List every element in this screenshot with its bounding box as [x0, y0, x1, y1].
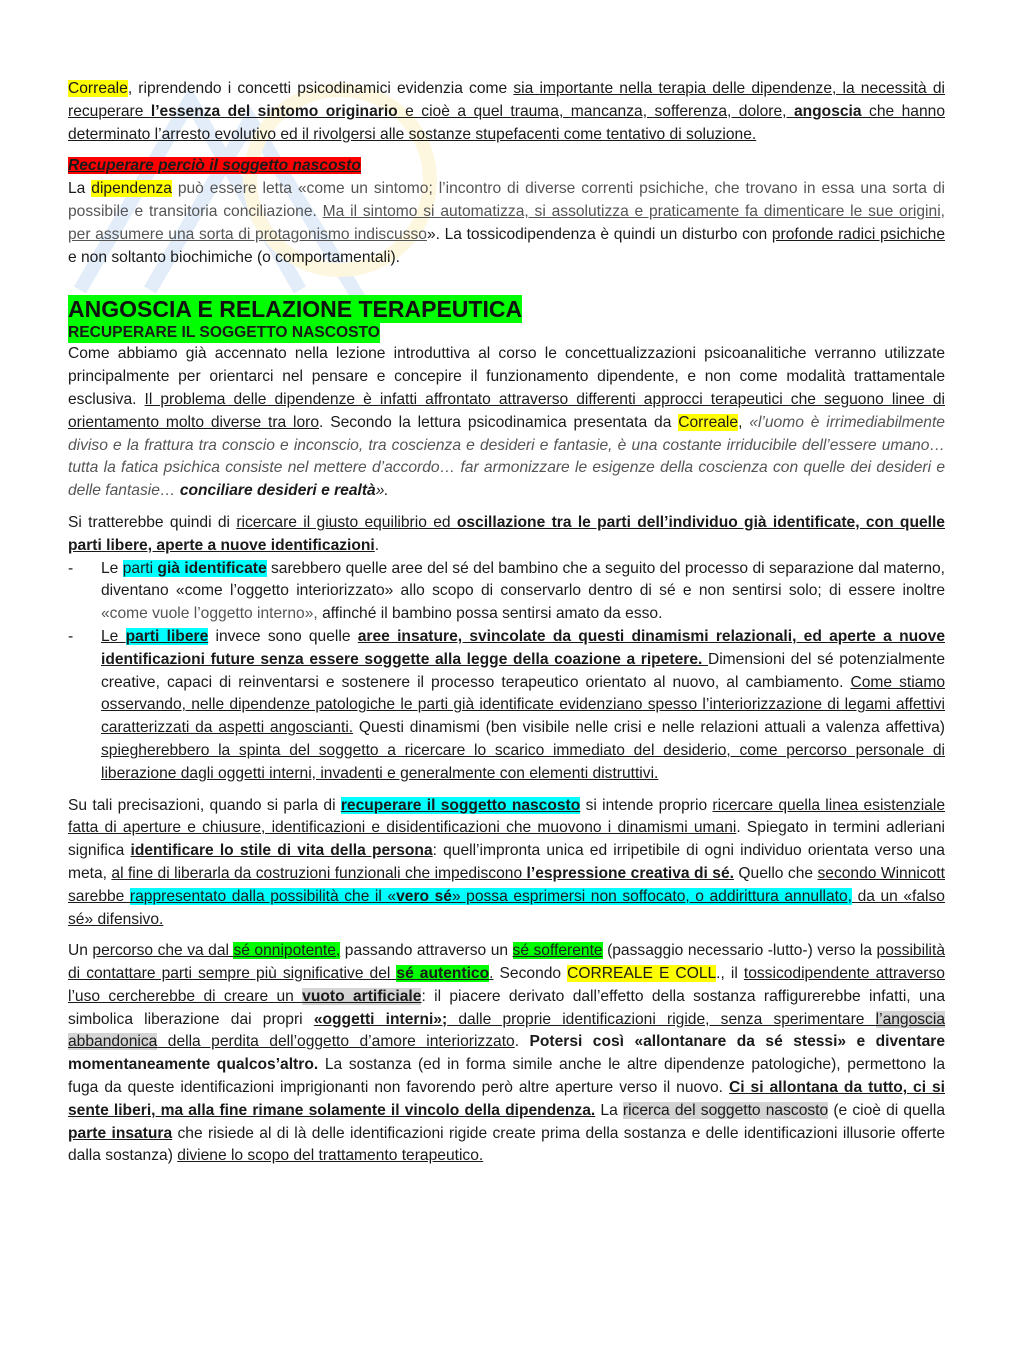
paragraph-soggetto-nascosto: Su tali precisazioni, quando si parla di recuperare il soggetto nascosto si intende proprio ricercare quella linea esistenziale fatta di aperture e chiusure, identificazioni e disidentificazioni che muovono i dinamismi umani. Spiegato in termini adleriani significa identificare lo stile di vita della persona: quell’impronta unica ed irripetibile di ogni individuo orientata verso una meta, al fine di liberarla da costruzioni funzionali che impediscono l’espressione creativa di sé. Quello che secondo Winnicott sarebbe rappresentato dalla possibilità che il «vero sé» possa esprimersi non soffocato, o addirittura annullato, da un «falso sé» difensivo. [68, 796, 945, 928]
list-item: - Le parti libere invece sono quelle aree insature, svincolate da questi dinamismi relazionali, ed aperte a nuove identificazioni future senza essere soggette alla legge della coazione a ripetere. Dimensioni del sé potenzialmente creative, capaci di reinventarsi e sostenere il processo terapeutico orientato al nuovo, al cambiamento. Come stiamo osservando, nelle dipendenze patologiche le parti già identificate evidenziano spesso l’interiorizzazione di legami affettivi caratterizzati da aspetti angoscianti. Questi dinamismi (ben visibile nelle crisi e nelle relazioni attuali a valenza affettiva) spiegherebbero la spinta del soggetto a ricercare lo scarico immediato del desiderio, come percorso personale di liberazione dagli oggetti interni, invadenti e generalmente con elementi distruttivi. [68, 627, 945, 782]
bullet-list [68, 558, 945, 786]
list-item: - Le parti già identificate sarebbero quelle aree del sé del bambino che a seguito del processo di separazione dal materno, diventano «come l’oggetto interiorizzato» allo scopo di conservarlo dentro di sé e non sentirsi solo; di essere inoltre «come vuole l’oggetto interno», affinché il bambino possa sentirsi amato da esso. [68, 559, 945, 623]
paragraph-dipendenza: Recuperare perciò il soggetto nascosto La dipendenza può essere letta «come un sintomo; l’incontro di diverse correnti psichiche, che trovano in essa una sorta di possibile e transitoria conciliazione. Ma il sintomo si automatizza, si assolutizza e praticamente fa dimenticare le sue origini, per assumere una sorta di protagonismo indiscusso». La tossicodipendenza è quindi un disturbo con profonde radici psichiche e non soltanto biochimiche (o comportamentali). [68, 157, 945, 266]
section-subtitle: RECUPERARE IL SOGGETTO NASCOSTO [68, 324, 380, 342]
paragraph-concettualizzazioni: Come abbiamo già accennato nella lezione introduttiva al corso le concettualizzazioni psicoanalitiche verranno utilizzate principalmente per orientarci nel pensare e concepire il funzionamento dipendente, e non come modalità trattamentale esclusiva. Il problema delle dipendenze è infatti affrontato attraverso differenti approcci terapeutici che seguono linee di orientamento molto diverse tra loro. Secondo la lettura psicodinamica presentata da Correale, «l’uomo è irrimediabilmente diviso e la frattura tra conscio e inconscio, tra coscienza e desideri e fantasie, è una costante irriducibile dell’essere umano… tutta la fatica psichica consiste nel mettere d’accordo… far armonizzare le esigenze della coscienza con quelle dei desideri e delle fantasie… conciliare desideri e realtà». [68, 345, 945, 500]
paragraph-equilibrio: Si tratterebbe quindi di ricercare il giusto equilibrio ed oscillazione tra le parti dell’individuo già identificate, con quelle parti libere, aperte a nuove identificazioni. [68, 513, 945, 554]
section-title: ANGOSCIA E RELAZIONE TERAPEUTICA [68, 296, 523, 323]
paragraph-correale-intro: Correale, riprendendo i concetti psicodinamici evidenzia come sia importante nella terapia delle dipendenze, la necessità di recuperare l’essenza del sintomo originario e cioè a quel trauma, mancanza, sofferenza, dolore, angoscia che hanno determinato l’arresto evolutivo ed il rivolgersi alle sostanze stupefacenti come tentativo di soluzione. [68, 80, 945, 143]
red-heading: Recuperare perciò il soggetto nascosto [68, 157, 361, 175]
paragraph-percorso: Un percorso che va dal sé onnipotente, passando attraverso un sé sofferente (passaggio necessario -lutto-) verso la possibilità di contattare parti sempre più significative del sé autentico. Secondo CORREALE E COLL., il tossicodipendente attraverso l’uso cercherebbe di creare un vuoto artificiale: il piacere derivato dall’effetto della sostanza raffigurerebbe infatti, una simbolica liberazione dai propri «oggetti interni»; dalle proprie identificazioni rigide, senza sperimentare l’angoscia abbandonica della perdita dell’oggetto d’amore interiorizzato. Potersi così «allontanare da sé stessi» e diventare momentaneamente qualcos’altro. La sostanza (ed in forma simile anche le altre dipendenze patologiche), permettono la fuga da queste identificazioni imprigionanti non favorendo però altre aperture verso il nuovo. Ci si allontana da tutto, ci si sente liberi, ma alla fine rimane solamente il vincolo della dipendenza. La ricerca del soggetto nascosto (e cioè di quella parte insatura che risiede al di là delle identificazioni rigide create prima della sostanza e delle identificazioni illusorie offerte dalla sostanza) diviene lo scopo del trattamento terapeutico. [68, 942, 946, 1165]
document-page [68, 78, 945, 1168]
